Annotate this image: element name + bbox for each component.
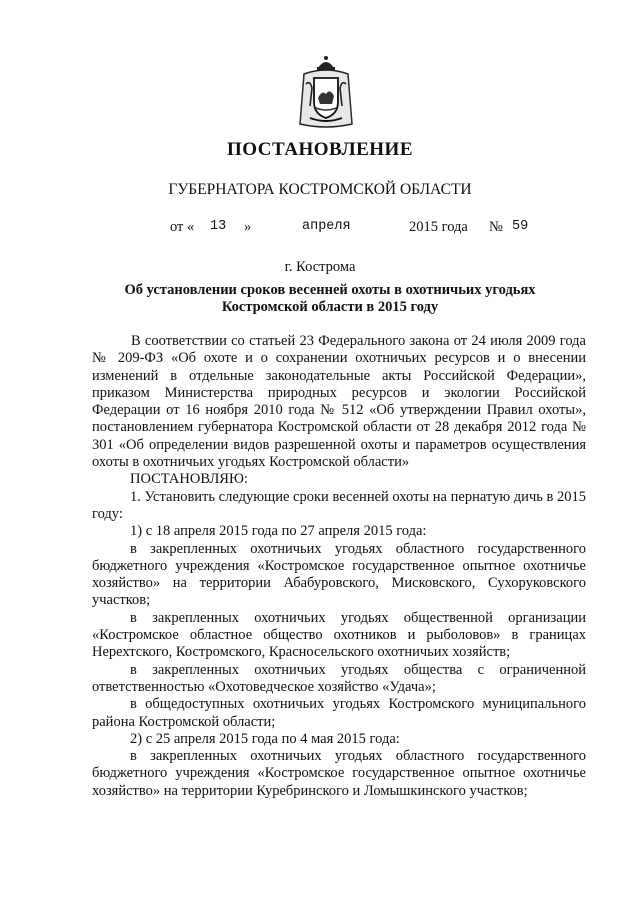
- list-item: в закрепленных охотничьих угодьях областного государственного бюджетного учреждения «Костромское государственное опытное охотничье хозяйство» на территории Куребринского и Ломышкинского участков;: [92, 748, 586, 799]
- clause-1: 1. Установить следующие сроки весенней охоты на пернатую дичь в 2015 году:: [92, 488, 586, 522]
- date-month: апреля: [302, 219, 351, 234]
- heading-line-2: Костромской области в 2015 году: [221, 299, 439, 315]
- date-year: 2015 года: [409, 219, 468, 235]
- list-item: в закрепленных охотничьих угодьях общественной организации «Костромское областное общество охотников и рыболовов» в границах Нерехтского, Костромского, Красносельского охотничьих хозяйств;: [92, 609, 586, 661]
- city-line: г. Кострома: [284, 259, 356, 275]
- preamble-paragraph: В соответствии со статьей 23 Федерального закона от 24 июля 2009 года № 209-ФЗ «Об охоте и о сохранении охотничьих ресурсов и о внесении изменений в отдельные законодательные акты Российской Федерации», приказом Министерства природных ресурсов и экологии Российской Федерации от 16 ноября 2010 года № 512 «Об утверждении Правил охоты», постановлением губернатора Костромской области от 28 декабря 2012 года № 301 «Об определении видов разрешенной охоты и параметров осуществления охоты в охотничьих угодьях Костромской области»: [92, 333, 586, 471]
- coat-of-arms-icon: [296, 54, 356, 130]
- date-prefix: от «: [170, 219, 195, 235]
- document-number: 59: [512, 219, 529, 234]
- list-item: в общедоступных охотничьих угодьях Костромского муниципального района Костромской области;: [92, 696, 586, 730]
- date-line: [0, 219, 640, 241]
- list-item: в закрепленных охотничьих угодьях областного государственного бюджетного учреждения «Костромское государственное опытное охотничье хозяйство» на территории Абабуровского, Мисковского, Сухоруковского участков;: [92, 540, 586, 609]
- subclause-1: 1) с 18 апреля 2015 года по 27 апреля 2015 года:: [130, 523, 427, 540]
- document-title: ПОСТАНОВЛЕНИЕ: [226, 139, 414, 160]
- issuer-subtitle: ГУБЕРНАТОРА КОСТРОМСКОЙ ОБЛАСТИ: [168, 181, 472, 198]
- number-sign: №: [489, 219, 503, 235]
- document-body: [92, 333, 586, 800]
- document-heading: [100, 282, 560, 316]
- subclause-2: 2) с 25 апреля 2015 года по 4 мая 2015 года:: [130, 730, 400, 747]
- heading-line-1: Об установлении сроков весенней охоты в охотничьих угодьях: [124, 282, 536, 298]
- resolve-line: ПОСТАНОВЛЯЮ:: [130, 471, 248, 488]
- date-day: 13: [210, 219, 227, 234]
- list-item: в закрепленных охотничьих угодьях общества с ограниченной ответственностью «Охотоведческое хозяйство «Удача»;: [92, 661, 586, 695]
- date-close-quote: »: [244, 219, 252, 235]
